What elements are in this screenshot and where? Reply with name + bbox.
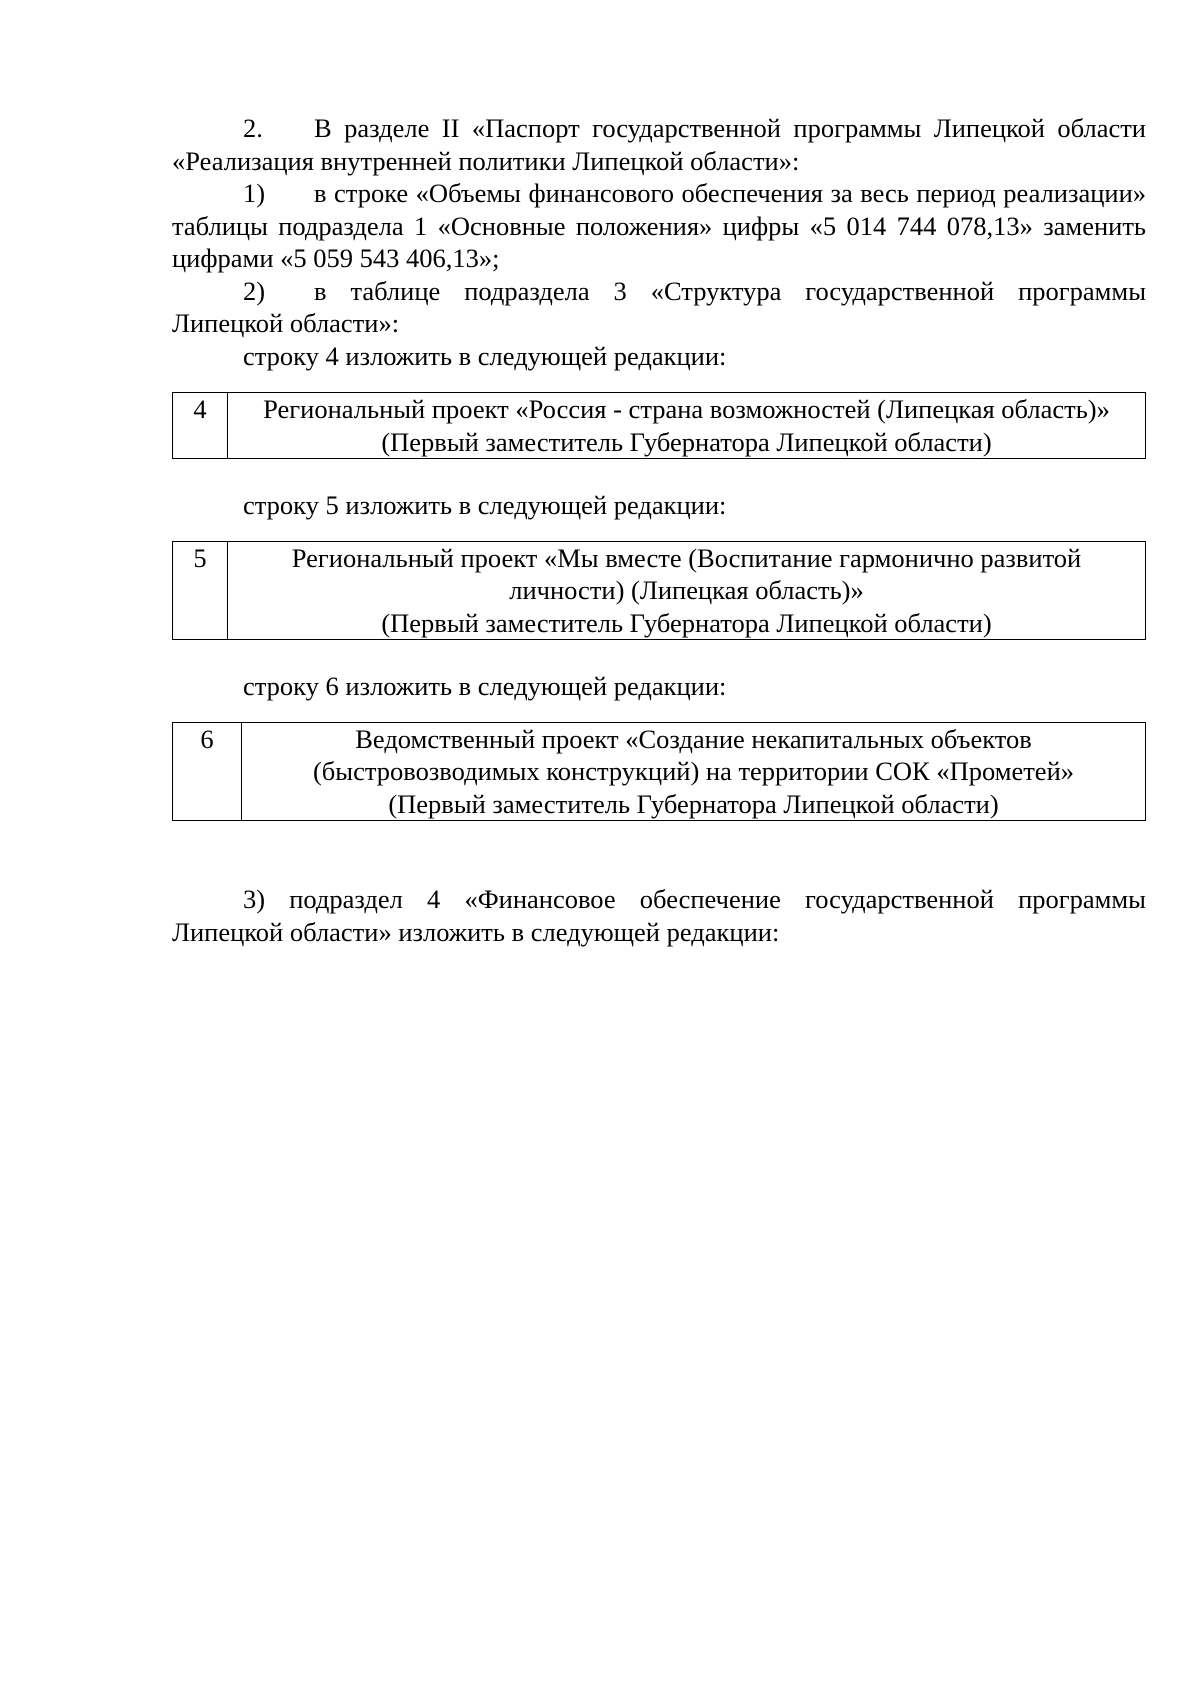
paragraph-2-number: 2. <box>243 113 263 143</box>
paragraph-2-text: В разделе II «Паспорт государственной программы Липецкой области «Реализация внутренней политики Липецкой области»: <box>172 113 1146 176</box>
intro-row-5: строку 5 изложить в следующей редакции: <box>243 490 727 520</box>
table-row-6 <box>172 722 1146 822</box>
table-row-4 <box>172 392 1146 459</box>
intro-row-4: строку 4 изложить в следующей редакции: <box>243 340 727 371</box>
row-content-cell <box>228 393 1146 459</box>
row-content-cell <box>242 722 1146 821</box>
document-page <box>172 112 1146 948</box>
paragraph-2 <box>172 112 1146 177</box>
row-4-line-2: (Первый заместитель Губернатора Липецкой области) <box>381 426 992 457</box>
row-content-cell <box>228 541 1146 640</box>
row-5-line-3: (Первый заместитель Губернатора Липецкой области) <box>381 607 992 638</box>
item-2 <box>172 275 1146 340</box>
item-2-number: 2) <box>243 275 266 306</box>
row-4-line-1: Региональный проект «Россия - страна возможностей (Липецкая область)» <box>263 394 1110 424</box>
item-3: 3) подраздел 4 «Финансовое обеспечение государственной программы Липецкой области» изложить в следующей редакции: <box>172 884 1146 947</box>
row-number-cell: 5 <box>173 541 228 640</box>
intro-row-6: строку 6 изложить в следующей редакции: <box>243 671 727 701</box>
row-number-cell: 6 <box>173 722 242 821</box>
table-row <box>173 393 1146 459</box>
row-6-line-1: Ведомственный проект «Создание некапитальных объектов <box>355 723 1032 754</box>
item-2-text: в таблице подраздела 3 «Структура государственной программы Липецкой области»: <box>172 275 1146 338</box>
table-row <box>173 541 1146 640</box>
row-5-line-1: Региональный проект «Мы вместе (Воспитание гармонично развитой <box>291 542 1082 573</box>
row-number-cell: 4 <box>173 393 228 459</box>
row-6-line-2: (быстровозводимых конструкций) на территории СОК «Прометей» <box>312 756 1075 786</box>
table-row <box>173 722 1146 821</box>
table-row-5 <box>172 541 1146 641</box>
item-1-text: в строке «Объемы финансового обеспечения за весь период реализации» таблицы подраздела 1 «Основные положения» цифры «5 014 744 078,13» заменить цифрами «5 059 543 406,13»; <box>172 178 1146 273</box>
row-6-line-3: (Первый заместитель Губернатора Липецкой области) <box>388 788 999 819</box>
item-1-number: 1) <box>243 178 266 208</box>
row-5-line-2: личности) (Липецкая область)» <box>509 575 864 605</box>
item-1 <box>172 177 1146 275</box>
